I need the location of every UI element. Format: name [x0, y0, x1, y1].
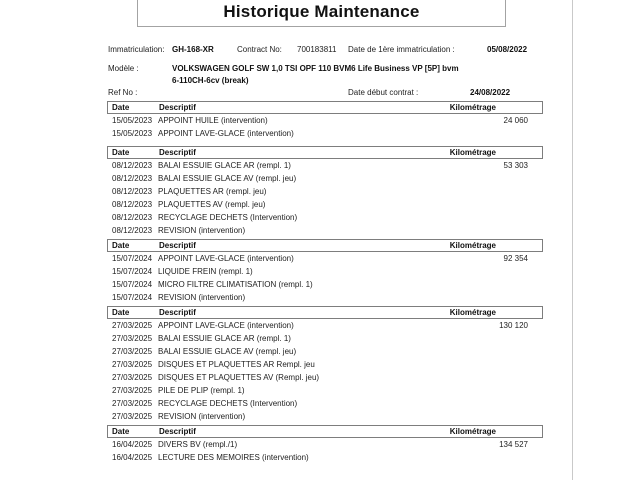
maintenance-tables	[107, 101, 543, 466]
table-row	[107, 265, 543, 278]
table-row	[107, 332, 543, 345]
row-date: 27/03/2025	[112, 347, 153, 356]
table-row	[107, 211, 543, 224]
contract-no-value: 700183811	[297, 45, 337, 54]
row-date: 15/05/2023	[112, 116, 153, 125]
row-descriptif: RECYCLAGE DECHETS (Intervention)	[158, 399, 298, 408]
table-row	[107, 371, 543, 384]
table-row	[107, 410, 543, 423]
row-date: 16/04/2025	[112, 440, 153, 449]
column-header-descriptif: Descriptif	[159, 148, 196, 157]
row-descriptif: BALAI ESSUIE GLACE AV (rempl. jeu)	[158, 347, 297, 356]
immatriculation-value: GH-168-XR	[172, 45, 214, 54]
table-row	[107, 358, 543, 371]
maintenance-table	[107, 101, 543, 140]
row-date: 27/03/2025	[112, 360, 153, 369]
row-descriptif: BALAI ESSUIE GLACE AV (rempl. jeu)	[158, 174, 297, 183]
table-header-row	[107, 425, 543, 438]
row-descriptif: PLAQUETTES AR (rempl. jeu)	[158, 187, 267, 196]
model-label: Modèle :	[108, 64, 139, 73]
row-descriptif: BALAI ESSUIE GLACE AR (rempl. 1)	[158, 334, 291, 343]
row-date: 15/07/2024	[112, 267, 153, 276]
column-header-kilometrage: Kilométrage	[449, 148, 496, 157]
row-kilometrage: 53 303	[503, 161, 528, 170]
title-box	[137, 0, 506, 27]
contract-no-label: Contract No:	[237, 45, 282, 54]
table-row	[107, 345, 543, 358]
table-header-row	[107, 306, 543, 319]
table-row	[107, 438, 543, 451]
column-header-date: Date	[112, 103, 130, 112]
table-row	[107, 291, 543, 304]
row-descriptif: LECTURE DES MEMOIRES (intervention)	[158, 453, 309, 462]
first-registration-label: Date de 1ère immatriculation :	[348, 45, 455, 54]
table-row	[107, 114, 543, 127]
first-registration-value: 05/08/2022	[487, 45, 528, 54]
row-kilometrage: 24 060	[503, 116, 528, 125]
model-value-line1: VOLKSWAGEN GOLF SW 1,0 TSI OPF 110 BVM6 Life Business VP [5P] bvm	[172, 64, 459, 73]
row-kilometrage: 92 354	[503, 254, 528, 263]
row-date: 15/07/2024	[112, 280, 153, 289]
row-descriptif: PLAQUETTES AV (rempl. jeu)	[158, 200, 266, 209]
table-row	[107, 224, 543, 237]
row-descriptif: DISQUES ET PLAQUETTES AR Rempl. jeu	[158, 360, 315, 369]
row-date: 08/12/2023	[112, 187, 153, 196]
row-descriptif: RECYCLAGE DECHETS (Intervention)	[158, 213, 298, 222]
row-descriptif: APPOINT LAVE-GLACE (intervention)	[158, 321, 294, 330]
row-descriptif: APPOINT LAVE-GLACE (intervention)	[158, 129, 294, 138]
table-row	[107, 198, 543, 211]
page-edge-rule	[572, 0, 573, 480]
row-date: 08/12/2023	[112, 200, 153, 209]
row-date: 27/03/2025	[112, 386, 153, 395]
row-descriptif: APPOINT HUILE (intervention)	[158, 116, 268, 125]
row-descriptif: DISQUES ET PLAQUETTES AV (Rempl. jeu)	[158, 373, 320, 382]
column-header-date: Date	[112, 241, 130, 250]
row-descriptif: DIVERS BV (rempl./1)	[158, 440, 238, 449]
column-header-date: Date	[112, 427, 130, 436]
row-date: 27/03/2025	[112, 412, 153, 421]
contract-start-value: 24/08/2022	[470, 88, 511, 97]
row-descriptif: REVISION (intervention)	[158, 226, 246, 235]
row-descriptif: REVISION (intervention)	[158, 412, 246, 421]
column-header-date: Date	[112, 308, 130, 317]
table-row	[107, 384, 543, 397]
column-header-descriptif: Descriptif	[159, 427, 196, 436]
row-date: 27/03/2025	[112, 399, 153, 408]
maintenance-table	[107, 306, 543, 423]
table-row	[107, 185, 543, 198]
row-descriptif: BALAI ESSUIE GLACE AR (rempl. 1)	[158, 161, 291, 170]
immatriculation-label: Immatriculation:	[108, 45, 165, 54]
ref-no-label: Ref No :	[108, 88, 138, 97]
column-header-descriptif: Descriptif	[159, 103, 196, 112]
row-descriptif: LIQUIDE FREIN (rempl. 1)	[158, 267, 253, 276]
row-date: 15/07/2024	[112, 293, 153, 302]
row-descriptif: REVISION (intervention)	[158, 293, 246, 302]
row-descriptif: MICRO FILTRE CLIMATISATION (rempl. 1)	[158, 280, 313, 289]
row-date: 08/12/2023	[112, 213, 153, 222]
column-header-descriptif: Descriptif	[159, 308, 196, 317]
table-row	[107, 159, 543, 172]
column-header-descriptif: Descriptif	[159, 241, 196, 250]
column-header-kilometrage: Kilométrage	[449, 427, 496, 436]
contract-start-label: Date début contrat :	[348, 88, 419, 97]
row-date: 16/04/2025	[112, 453, 153, 462]
table-header-row	[107, 101, 543, 114]
row-date: 15/05/2023	[112, 129, 153, 138]
table-row	[107, 252, 543, 265]
row-date: 08/12/2023	[112, 226, 153, 235]
row-kilometrage: 130 120	[499, 321, 528, 330]
column-header-kilometrage: Kilométrage	[449, 241, 496, 250]
model-value-line2: 6-110CH-6cv (break)	[172, 76, 249, 85]
row-date: 27/03/2025	[112, 373, 153, 382]
row-date: 27/03/2025	[112, 334, 153, 343]
row-date: 27/03/2025	[112, 321, 153, 330]
column-header-kilometrage: Kilométrage	[449, 103, 496, 112]
maintenance-table	[107, 239, 543, 304]
maintenance-table	[107, 146, 543, 237]
row-kilometrage: 134 527	[499, 440, 528, 449]
table-row	[107, 451, 543, 464]
table-row	[107, 278, 543, 291]
column-header-date: Date	[112, 148, 130, 157]
table-row	[107, 172, 543, 185]
table-row	[107, 127, 543, 140]
row-date: 15/07/2024	[112, 254, 153, 263]
table-row	[107, 397, 543, 410]
table-header-row	[107, 146, 543, 159]
maintenance-table	[107, 425, 543, 464]
row-date: 08/12/2023	[112, 161, 153, 170]
row-descriptif: APPOINT LAVE-GLACE (intervention)	[158, 254, 294, 263]
table-header-row	[107, 239, 543, 252]
page-title: Historique Maintenance	[223, 1, 420, 21]
column-header-kilometrage: Kilométrage	[449, 308, 496, 317]
row-descriptif: PILE DE PLIP (rempl. 1)	[158, 386, 245, 395]
row-date: 08/12/2023	[112, 174, 153, 183]
table-row	[107, 319, 543, 332]
